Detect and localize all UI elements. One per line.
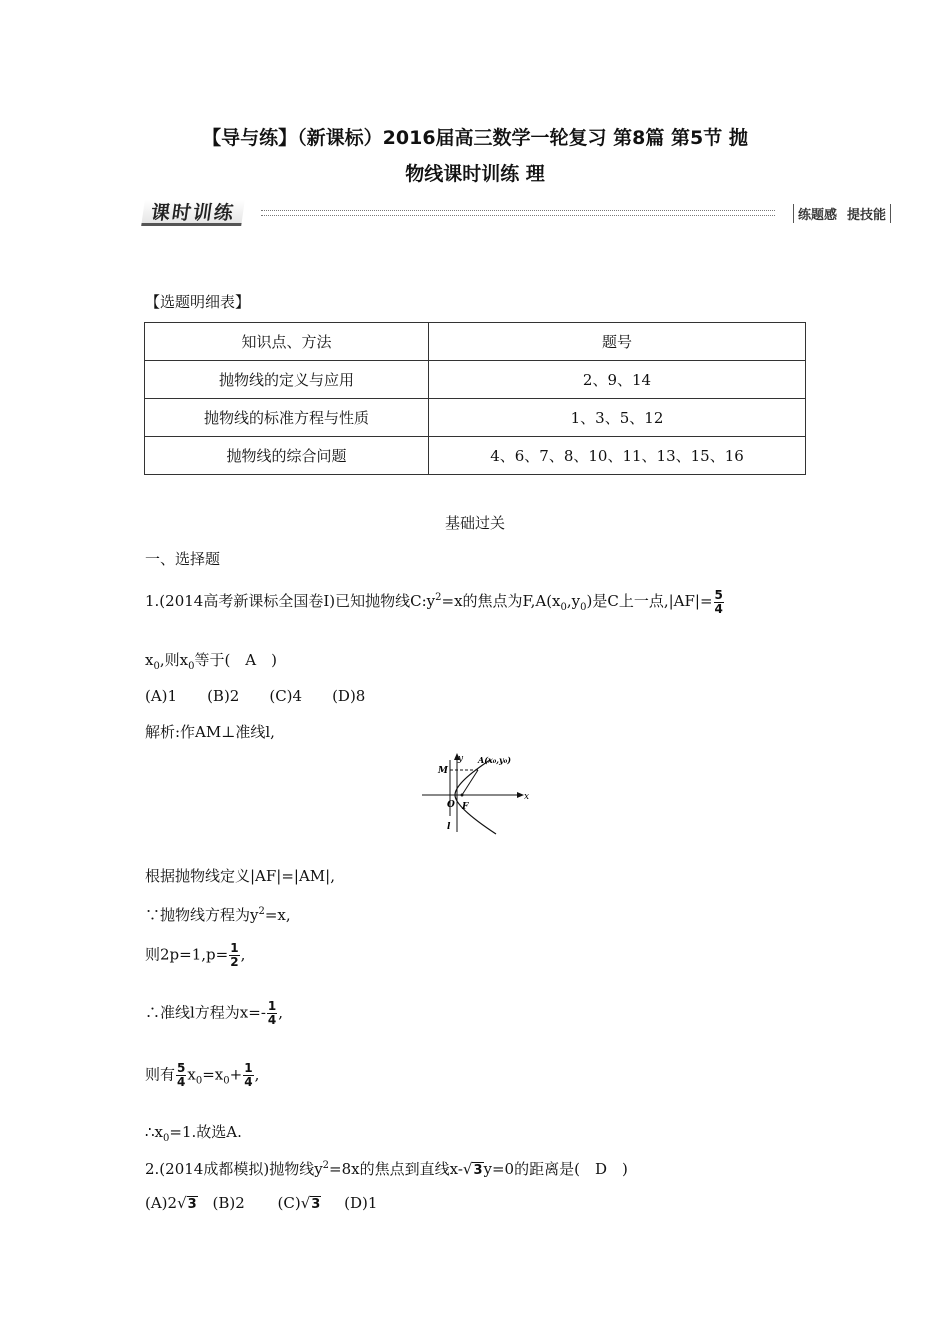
denominator: 4 [244, 1075, 253, 1089]
focus-point [461, 794, 464, 797]
option-b: (B)2 [212, 1194, 245, 1212]
numerator: 5 [177, 1061, 186, 1075]
table-row [145, 437, 806, 475]
section-banner [143, 200, 893, 228]
table-cell: 抛物线的定义与应用 [145, 361, 429, 399]
text-run: 则有 [145, 1065, 176, 1084]
table-row [145, 399, 806, 437]
text-run: , [254, 1065, 260, 1084]
text-run: 等于( A ) [194, 651, 277, 669]
solution-line [145, 902, 291, 925]
banner-divider [261, 210, 775, 216]
table-cell: 抛物线的综合问题 [145, 437, 429, 475]
superscript: 2 [258, 906, 265, 917]
table-header-cell: 知识点、方法 [145, 323, 429, 361]
fraction [243, 1062, 253, 1089]
fraction [176, 1062, 186, 1089]
table-cell: 抛物线的标准方程与性质 [145, 399, 429, 437]
text-run: =x [202, 1065, 224, 1084]
radicand: 3 [311, 1197, 321, 1212]
text-run: y=0的距离是( D ) [483, 1160, 628, 1178]
numerator: 1 [244, 1061, 253, 1075]
table-header-row [145, 323, 806, 361]
subscript: 0 [188, 661, 195, 672]
solution-line: 解析:作AM⊥准线l, [145, 723, 275, 741]
text-run: =8x的焦点到直线x- [329, 1160, 463, 1178]
fraction [714, 589, 724, 616]
text-run: =x, [264, 906, 291, 924]
text-run: ∴x [145, 1123, 164, 1141]
option-c: (C) [277, 1194, 301, 1212]
denominator: 4 [714, 601, 723, 616]
denominator: 4 [177, 1075, 186, 1089]
text-run: , [240, 945, 246, 964]
text-run: x [187, 1065, 196, 1084]
table-header-cell: 题号 [429, 323, 806, 361]
label-l: l [447, 822, 451, 832]
text-run: )是C上一点,|AF|= [586, 592, 713, 610]
text-run: x [145, 651, 154, 669]
label-o: O [447, 800, 455, 810]
parabola-curve [455, 760, 496, 834]
label-m: M [438, 766, 448, 776]
text-run: + [229, 1065, 243, 1084]
table-row [145, 361, 806, 399]
fraction [229, 942, 239, 969]
solution-line [145, 1000, 283, 1027]
square-root: √3 [462, 1160, 483, 1178]
table-caption: 【选题明细表】 [145, 293, 251, 311]
question-1-options: (A)1 (B)2 (C)4 (D)8 [145, 687, 366, 705]
question-1-stem-cont [145, 650, 277, 677]
label-y: y [458, 754, 464, 764]
text-run: 则2p=1,p= [145, 945, 229, 964]
numerator: 1 [267, 999, 277, 1013]
text-run: 1.(2014高考新课标全国卷Ⅰ)已知抛物线C:y [145, 592, 436, 610]
question-1-stem [145, 588, 725, 618]
label-a: A(x₀,y₀) [478, 755, 511, 765]
fraction [267, 1000, 277, 1027]
superscript: 2 [435, 592, 442, 603]
text-run: ∵抛物线方程为y [145, 906, 259, 924]
banner-slogan-1: 练题感 [797, 208, 837, 223]
radicand: 3 [473, 1163, 483, 1178]
solution-line [145, 942, 245, 969]
banner-slogan-2: 提技能 [846, 208, 886, 223]
option-a: (A)2 [145, 1194, 178, 1212]
text-run: ,则x [159, 651, 189, 669]
segment-af [462, 770, 478, 795]
label-x: x [524, 792, 530, 802]
subscript: 0 [163, 1133, 170, 1144]
radicand: 3 [187, 1197, 197, 1212]
table-cell: 2、9、14 [429, 361, 806, 399]
banner-slogan [793, 204, 891, 223]
question-2-options [145, 1193, 377, 1215]
table-cell: 1、3、5、12 [429, 399, 806, 437]
solution-line [145, 1122, 242, 1149]
text-run: =1.故选A. [169, 1123, 242, 1141]
text-run: 2.(2014成都模拟)抛物线y [145, 1160, 323, 1178]
numerator: 5 [714, 587, 723, 602]
topic-table [144, 322, 806, 475]
text-run: ,y [566, 592, 581, 610]
section-heading: 基础过关 [444, 514, 505, 532]
solution-line [145, 1062, 259, 1092]
text-run: , [278, 1003, 284, 1022]
square-root: √3 [177, 1194, 197, 1212]
table-cell: 4、6、7、8、10、11、13、15、16 [429, 437, 806, 475]
document-title-line-1: 【导与练】（新课标）2016届高三数学一轮复习 第8篇 第5节 抛 [202, 127, 748, 149]
subscript: 0 [560, 602, 567, 613]
subscript: 0 [223, 1075, 230, 1087]
option-d: (D)1 [344, 1194, 378, 1212]
question-2-stem [145, 1156, 628, 1181]
superscript: 2 [322, 1160, 330, 1171]
square-root: √3 [300, 1194, 321, 1212]
text-run: =x的焦点为F,A(x [441, 592, 561, 610]
subscript: 0 [580, 602, 587, 613]
numerator: 1 [230, 941, 239, 955]
solution-line: 根据抛物线定义|AF|=|AM|, [145, 867, 335, 885]
denominator: 2 [230, 955, 239, 969]
denominator: 4 [267, 1013, 277, 1027]
document-title-line-2: 物线课时训练 理 [405, 163, 545, 185]
part-heading: 一、选择题 [145, 550, 221, 568]
banner-label: 课时训练 [141, 200, 245, 226]
subscript: 0 [195, 1075, 203, 1087]
parabola-figure [420, 752, 532, 836]
x-axis-arrow [517, 792, 524, 798]
subscript: 0 [153, 661, 160, 672]
label-f: F [462, 802, 469, 812]
text-run: ∴准线l方程为x=- [145, 1003, 266, 1022]
